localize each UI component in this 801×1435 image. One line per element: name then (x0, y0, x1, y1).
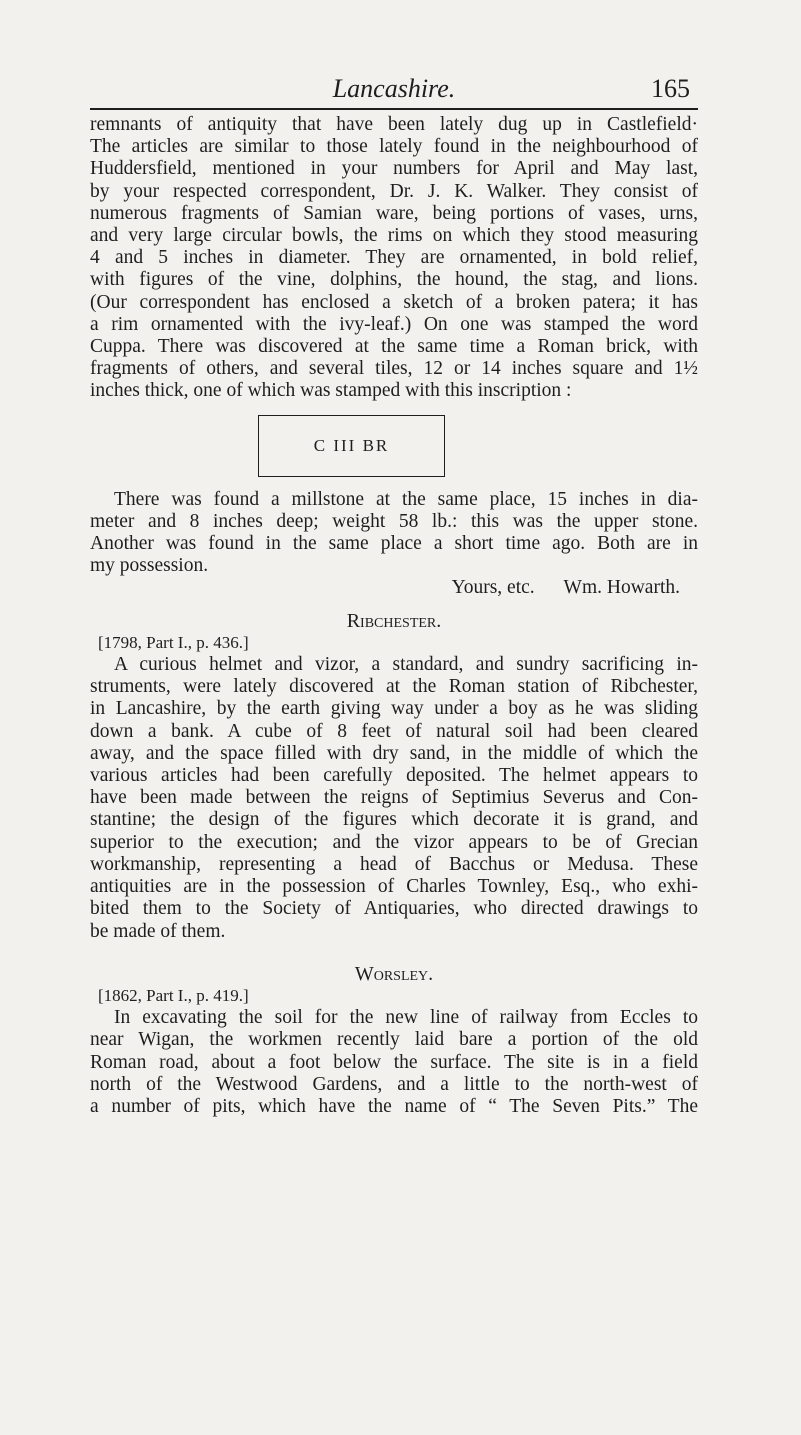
text-line: In excavating the soil for the new line of railway from Eccles to (114, 1007, 698, 1029)
citation-ref: [1862, Part I., p. 419.] (98, 985, 249, 1005)
text-line: There was found a millstone at the same place, 15 inches in dia- (114, 488, 698, 510)
text-line: down a bank. A cube of 8 feet of natural soil had been cleared (90, 720, 698, 742)
section-heading-ribchester: Ribchester. (346, 609, 442, 632)
paragraph-worsley (90, 1007, 698, 1118)
signature: Yours, etc. Wm. Howarth. (451, 577, 680, 599)
page-header (90, 72, 698, 110)
text-line: stantine; the design of the figures which decorate it is grand, and (90, 809, 698, 831)
text-line: (Our correspondent has enclosed a sketch of a broken patera; it has (90, 291, 698, 313)
text-line: various articles had been carefully deposited. The helmet appears to (90, 765, 698, 787)
text-line: meter and 8 inches deep; weight 58 lb.: this was the upper stone. (90, 510, 698, 532)
text-line: a rim ornamented with the ivy-leaf.) On one was stamped the word (90, 313, 698, 335)
paragraph-millstone (90, 489, 698, 578)
page-number: 165 (651, 74, 690, 103)
text-line: Roman road, about a foot below the surface. The site is in a field (90, 1051, 698, 1073)
text-line: away, and the space filled with dry sand, in the middle of which the (90, 742, 698, 764)
text-line: north of the Westwood Gardens, and a little to the north-west of (90, 1073, 698, 1095)
text-line: 4 and 5 inches in diameter. They are ornamented, in bold relief, (90, 247, 698, 269)
text-line: near Wigan, the workmen recently laid bare a portion of the old (90, 1029, 698, 1051)
text-line: fragments of others, and several tiles, 12 or 14 inches square and 1½ (90, 358, 698, 380)
text-line: bited them to the Society of Antiquaries, who directed drawings to (90, 898, 698, 920)
citation-ref: [1798, Part I., p. 436.] (98, 632, 249, 652)
text-line: The articles are similar to those lately found in the neighbourhood of (90, 136, 698, 158)
text-line: in Lancashire, by the earth giving way under a boy as he was sliding (90, 698, 698, 720)
text-line: A curious helmet and vizor, a standard, and sundry sacrificing in- (114, 654, 698, 676)
paragraph-ribchester (90, 654, 698, 943)
text-line: by your respected correspondent, Dr. J. K. Walker. They consist of (90, 180, 698, 202)
page-body (90, 114, 698, 1118)
section-heading-worsley: Worsley. (354, 962, 434, 985)
text-line: Another was found in the same place a short time ago. Both are in (90, 533, 698, 555)
inscription-box (258, 415, 445, 477)
text-line: antiquities are in the possession of Charles Townley, Esq., who exhi- (90, 876, 698, 898)
text-line: superior to the execution; and the vizor appears to be of Grecian (90, 831, 698, 853)
text-line: struments, were lately discovered at the Roman station of Ribchester, (90, 676, 698, 698)
text-line: numerous fragments of Samian ware, being portions of vases, urns, (90, 202, 698, 224)
text-line: my possession. (90, 555, 209, 577)
paragraph-castlefield (90, 114, 698, 403)
text-line: be made of them. (90, 920, 226, 942)
text-line: Cuppa. There was discovered at the same time a Roman brick, with (90, 336, 698, 358)
text-line: workmanship, representing a head of Bacchus or Medusa. These (90, 853, 698, 875)
inscription-text: C III BR (313, 435, 390, 455)
text-line: remnants of antiquity that have been lately dug up in Castlefield· (90, 114, 698, 135)
text-line: and very large circular bowls, the rims on which they stood measuring (90, 225, 698, 247)
text-line: inches thick, one of which was stamped with this inscription : (90, 380, 572, 402)
text-line: a number of pits, which have the name of “ The Seven Pits.” The (90, 1095, 698, 1117)
text-line: with figures of the vine, dolphins, the hound, the stag, and lions. (90, 269, 698, 291)
text-line: Huddersfield, mentioned in your numbers for April and May last, (90, 158, 698, 180)
text-line: have been made between the reigns of Septimius Severus and Con- (90, 787, 698, 809)
running-title: Lancashire. (332, 74, 456, 103)
